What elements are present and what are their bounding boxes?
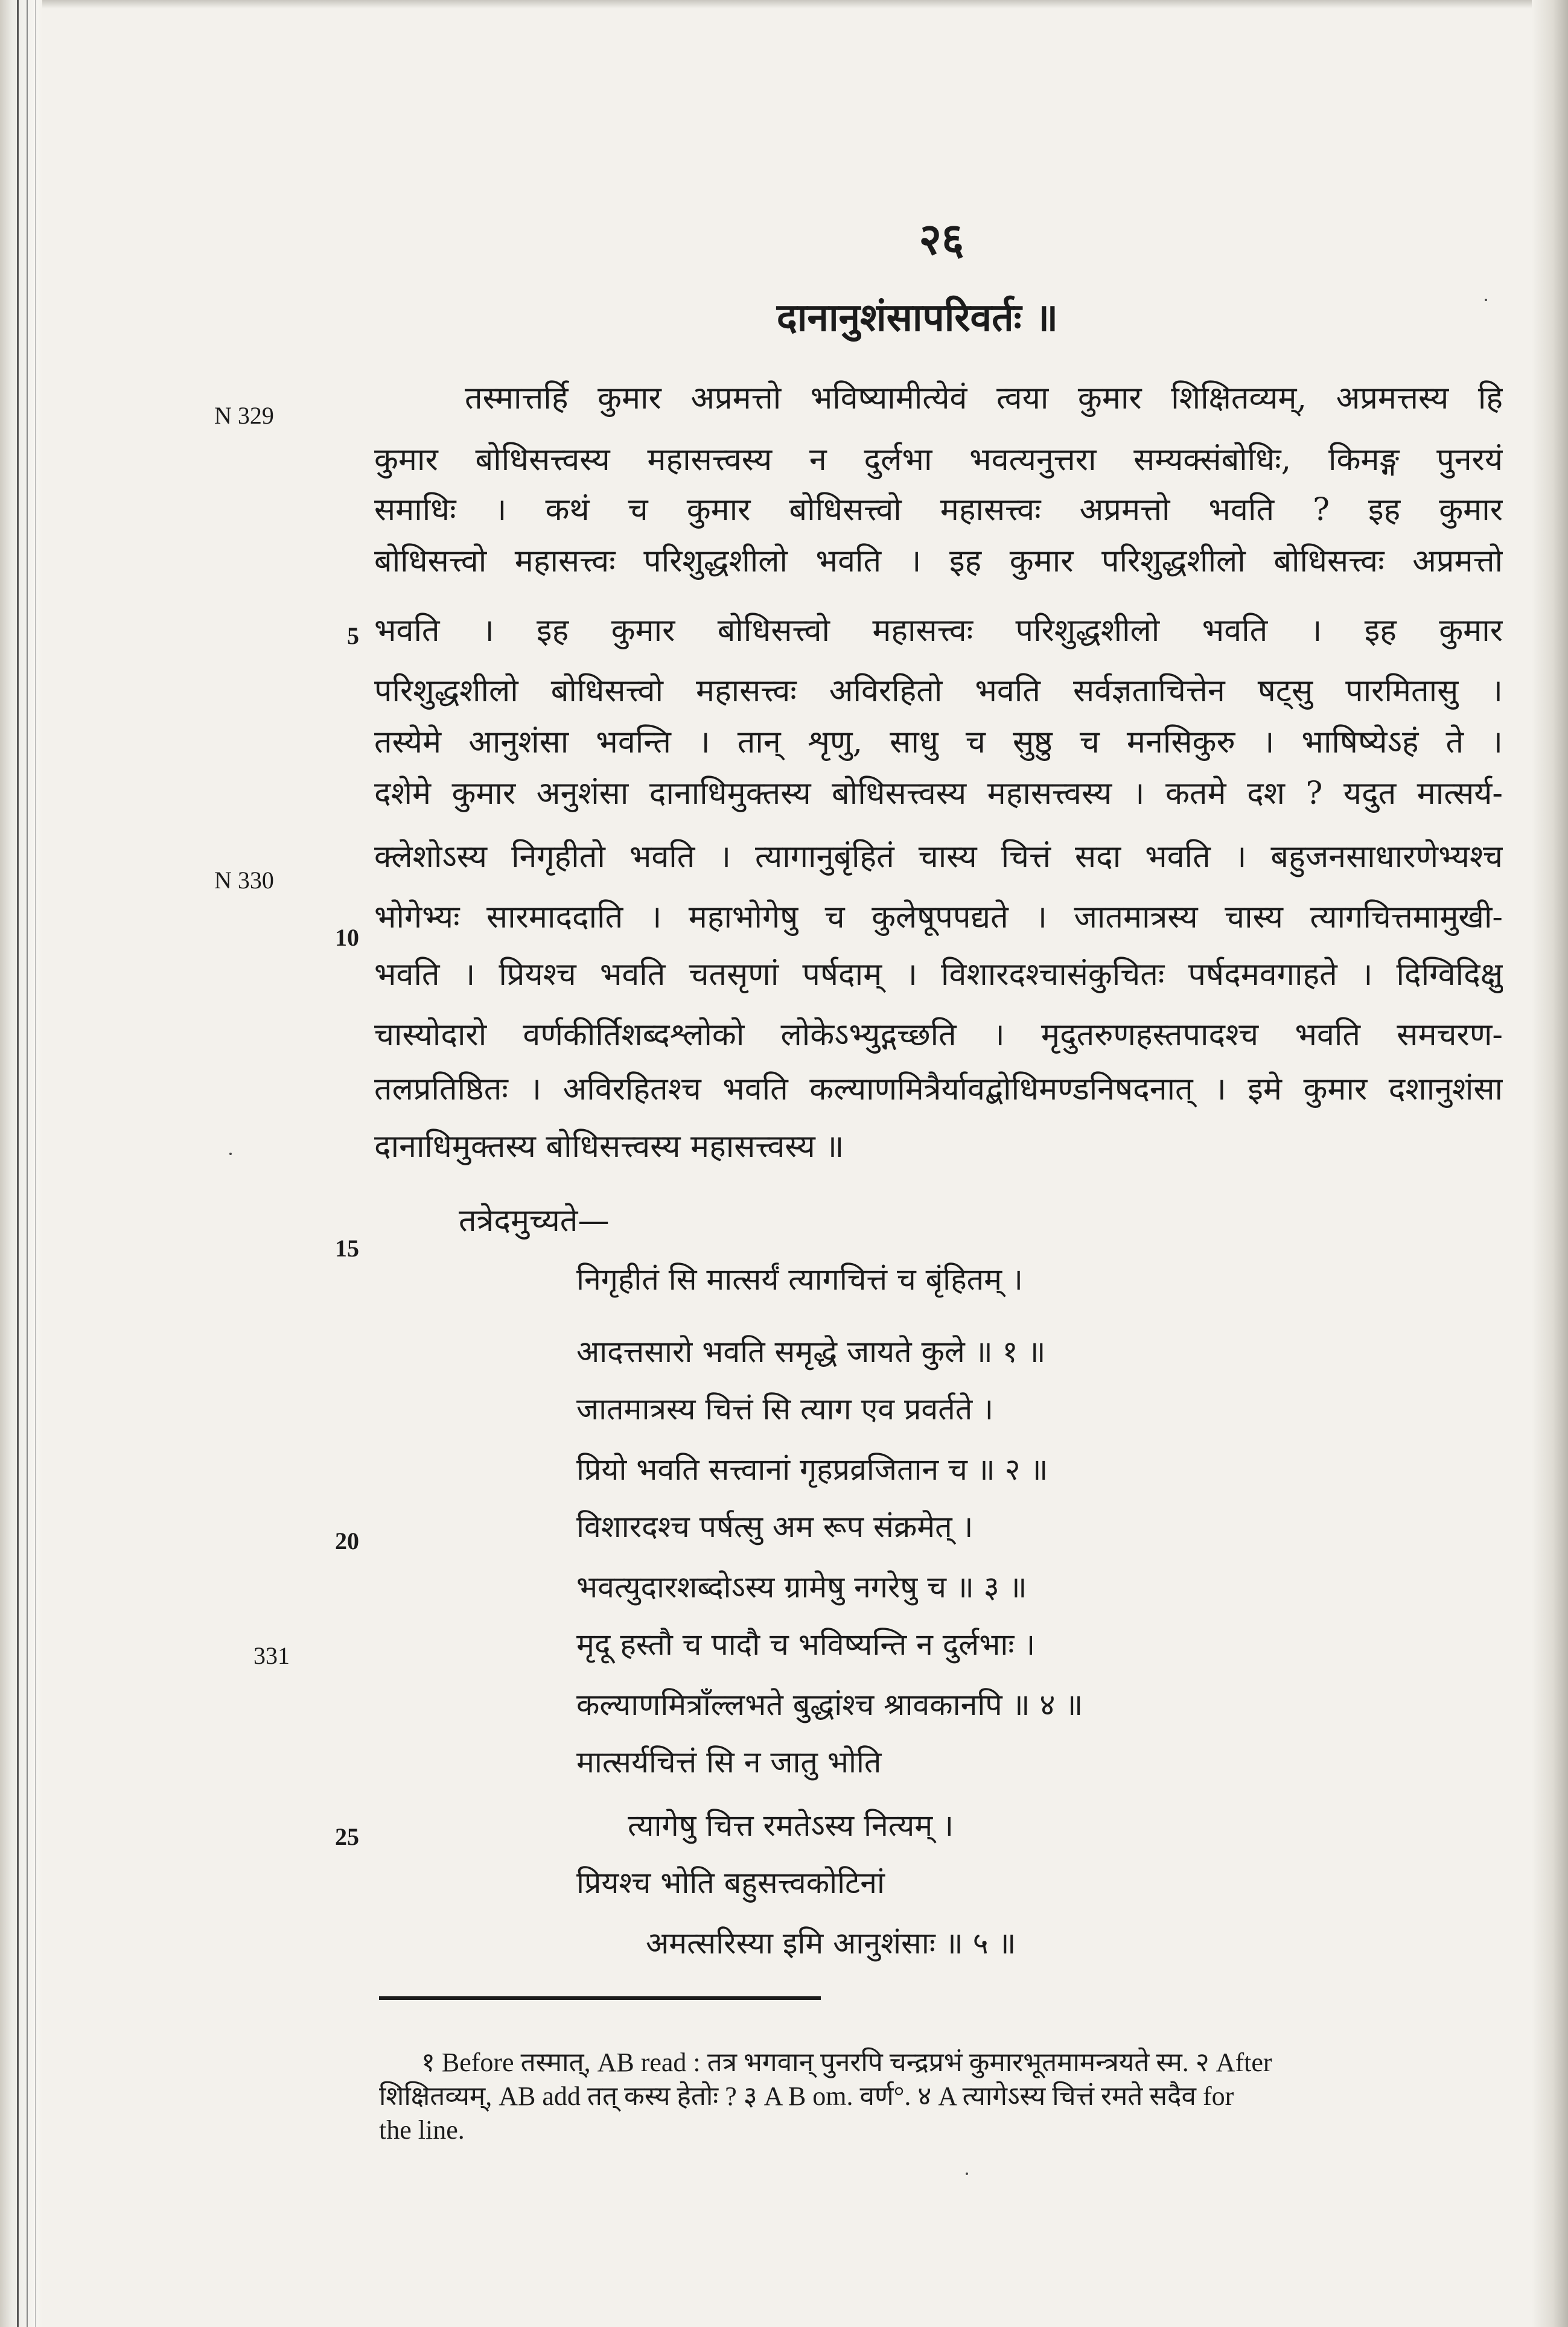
footnote-line: शिक्षितव्यम्, AB add तत् कस्य हेतोः ? ३ A B om. वर्ण°. ४ A त्यागेऽस्य चित्तं रमते सदैव for	[379, 2081, 1234, 2111]
line-number: 15	[335, 1235, 359, 1262]
book-spine-shadow	[0, 0, 42, 2327]
verse-line: विशारदश्च पर्षत्सु अम रूप संक्रमेत् ।	[576, 1509, 974, 1544]
prose-line: कुमार बोधिसत्त्वस्य महासत्त्वस्य न दुर्लभा भवत्यनुत्तरा सम्यक्संबोधिः, किमङ्ग पुनरयं	[374, 442, 1503, 478]
prose-line: दानाधिमुक्तस्य बोधिसत्त्वस्य महासत्त्वस्य ॥	[374, 1128, 844, 1165]
prose-line: दशेमे कुमार अनुशंसा दानाधिमुक्तस्य बोधिसत्त्वस्य महासत्त्वस्य । कतमे दश ? यदुत मात्सर्य-	[374, 775, 1503, 812]
margin-ref-n330: N 330	[214, 867, 274, 894]
line-number: 10	[335, 924, 359, 951]
prose-line: भवति । इह कुमार बोधिसत्त्वो महासत्त्वः परिशुद्धशीलो भवति । इह कुमार	[374, 613, 1503, 649]
paper-speck	[966, 2173, 968, 2175]
margin-ref-331: 331	[253, 1642, 290, 1669]
verse-intro: तत्रेदमुच्यते—	[459, 1203, 610, 1239]
footnote-line: the line.	[379, 2115, 465, 2145]
line-number: 25	[335, 1823, 359, 1850]
verse-line: त्यागेषु चित्त रमतेऽस्य नित्यम् ।	[628, 1808, 954, 1843]
prose-line: समाधिः । कथं च कुमार बोधिसत्त्वो महासत्त्वः अप्रमत्तो भवति ? इह कुमार	[374, 492, 1503, 528]
footnote	[379, 2046, 1508, 2147]
verse-line: निगृहीतं सि मात्सर्यं त्यागचित्तं च बृंहितम् ।	[576, 1262, 1023, 1297]
prose-line: बोधिसत्त्वो महासत्त्वः परिशुद्धशीलो भवति । इह कुमार परिशुद्धशीलो बोधिसत्त्वः अप्रमत्तो	[374, 543, 1503, 579]
verse-line: प्रियो भवति सत्त्वानां गृहप्रव्रजितान च ॥ २ ॥	[576, 1452, 1048, 1487]
line-number: 5	[347, 622, 359, 649]
verse-line: कल्याणमित्राँल्लभते बुद्धांश्च श्रावकानपि ॥ ४ ॥	[576, 1687, 1083, 1722]
prose-line: तस्येमे आनुशंसा भवन्ति । तान् शृणु, साधु च सुष्ठु च मनसिकुरु । भाषिष्येऽहं ते ।	[374, 724, 1503, 760]
footnote-line: १ Before तस्मात्, AB read : तत्र भगवान् पुनरपि चन्द्रप्रभं कुमारभूतमामन्त्रयते स्म. २ After	[421, 2048, 1272, 2077]
verse-line: प्रियश्च भोति बहुसत्त्वकोटिनां	[576, 1865, 885, 1900]
verse-line: जातमात्रस्य चित्तं सि त्याग एव प्रवर्तते ।	[576, 1392, 994, 1427]
chapter-title: दानानुशंसापरिवर्तः ॥	[776, 295, 1059, 340]
prose-line: परिशुद्धशीलो बोधिसत्त्वो महासत्त्वः अविरहितो भवति सर्वज्ञताचित्तेन षट्सु पारमितासु ।	[374, 673, 1503, 709]
prose-line: क्लेशोऽस्य निगृहीतो भवति । त्यागानुबृंहितं चास्य चित्तं सदा भवति । बहुजनसाधारणेभ्यश्च	[374, 839, 1503, 875]
verse-line: मात्सर्यचित्तं सि न जातु भोति	[576, 1745, 882, 1780]
footnote-divider	[379, 1996, 821, 2000]
verse-line: मृदू हस्तौ च पादौ च भविष्यन्ति न दुर्लभाः ।	[576, 1627, 1036, 1662]
verse-line: अमत्सरिस्या इमि आनुशंसाः ॥ ५ ॥	[646, 1926, 1016, 1961]
spine-line	[17, 0, 19, 2327]
paper-speck	[229, 1153, 232, 1155]
margin-ref-n329: N 329	[214, 402, 274, 429]
page-right-edge	[1532, 0, 1568, 2327]
prose-line: तलप्रतिष्ठितः । अविरहितश्च भवति कल्याणमित्रैर्यावद्बोधिमण्डनिषदनात् । इमे कुमार दशानुशंसा	[374, 1071, 1503, 1107]
prose-line: भोगेभ्यः सारमाददाति । महाभोगेषु च कुलेषूपपद्यते । जातमात्रस्य चास्य त्यागचित्तमामुखी-	[374, 899, 1503, 935]
spine-line	[27, 0, 28, 2327]
spine-line	[35, 0, 36, 2327]
verse-line: भवत्युदारशब्दोऽस्य ग्रामेषु नगरेषु च ॥ ३ ॥	[576, 1570, 1027, 1605]
page-top-edge	[0, 0, 1568, 8]
prose-line: चास्योदारो वर्णकीर्तिशब्दश्लोको लोकेऽभ्युद्गच्छति । मृदुतरुणहस्तपादश्च भवति समचरण-	[374, 1017, 1503, 1053]
page-number: २६	[919, 213, 964, 264]
paper-speck	[1485, 299, 1487, 301]
verse-line: आदत्तसारो भवति समृद्धे जायते कुले ॥ १ ॥	[576, 1334, 1046, 1369]
prose-line: भवति । प्रियश्च भवति चतसृणां पर्षदाम् । विशारदश्चासंकुचितः पर्षदमवगाहते । दिग्विदिक्षु	[374, 957, 1503, 993]
prose-line: तस्मात्तर्हि कुमार अप्रमत्तो भविष्यामीत्येवं त्वया कुमार शिक्षितव्यम्, अप्रमत्तस्य हि	[465, 380, 1503, 416]
line-number: 20	[335, 1527, 359, 1555]
